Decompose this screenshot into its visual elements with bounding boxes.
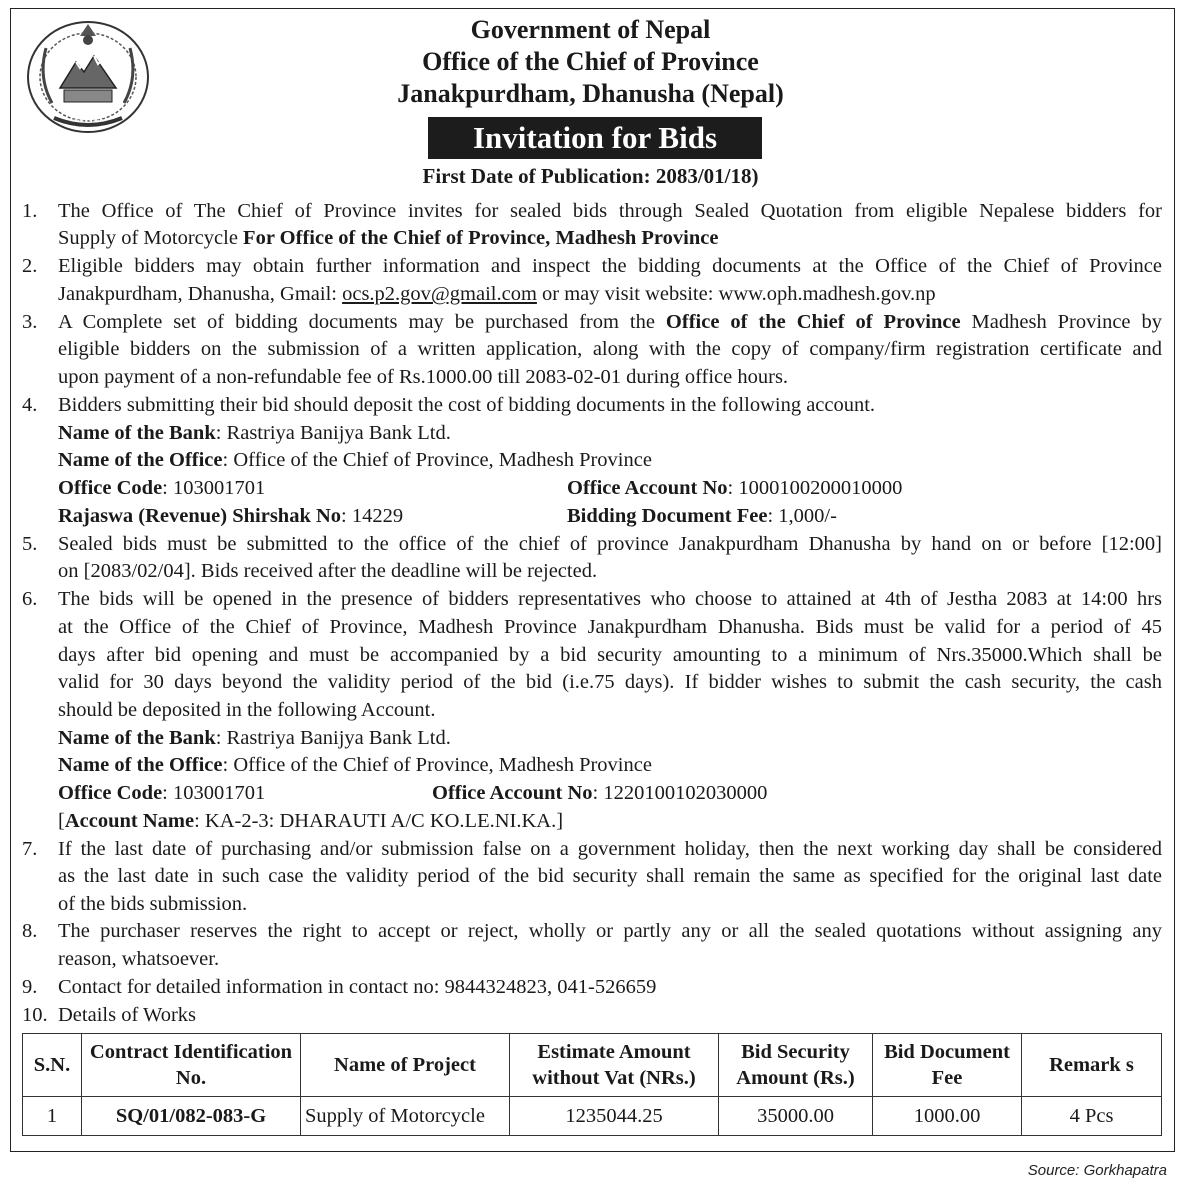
- item-number: 4.: [22, 394, 38, 416]
- list-item: The purchaser reserves the right to accept or reject, wholly or partly any or all the sealed quotations without assigning any: [58, 920, 1162, 942]
- table-cell: 1: [23, 1097, 82, 1136]
- list-item: eligible bidders on the submission of a written application, along with the copy of company/firm registration certificate and: [58, 338, 1162, 360]
- item-number: 6.: [22, 588, 38, 610]
- list-item: days after bid opening and must be accompanied by a bid security amounting to a minimum of Nrs.35000.Which shall be: [58, 644, 1162, 666]
- item-number: 3.: [22, 311, 38, 333]
- list-item: on [2083/02/04]. Bids received after the deadline will be rejected.: [58, 560, 598, 582]
- table-cell: Supply of Motorcycle: [301, 1097, 510, 1136]
- office-account-no: Office Account No: 1000100200010000: [567, 477, 903, 499]
- table-cell: 35000.00: [719, 1097, 873, 1136]
- office-code: Office Code: 103001701: [58, 782, 266, 804]
- column-header: Bid Security Amount (Rs.): [719, 1034, 873, 1097]
- table-header-row: [23, 1034, 1162, 1097]
- item-number: 7.: [22, 838, 38, 860]
- column-header: Estimate Amount without Vat (NRs.): [510, 1034, 719, 1097]
- invitation-banner: Invitation for Bids: [428, 117, 762, 159]
- list-item: Eligible bidders may obtain further information and inspect the bidding documents at the Office of the Chief of Province: [58, 255, 1162, 277]
- source-credit: Source: Gorkhapatra: [1027, 1162, 1167, 1179]
- item-number: 9.: [22, 976, 38, 998]
- account-name: [Account Name: KA-2-3: DHARAUTI A/C KO.LE.NI.KA.]: [58, 810, 564, 832]
- office-account-no: Office Account No: 1220100102030000: [432, 782, 768, 804]
- revenue-shirshak-no: Rajaswa (Revenue) Shirshak No: 14229: [58, 505, 404, 527]
- list-item: valid for 30 days beyond the validity period of the bid (i.e.75 days). If bidder wishes to submit the cash security, the cash: [58, 671, 1162, 693]
- list-item: Supply of Motorcycle For Office of the Chief of Province, Madhesh Province: [58, 227, 719, 249]
- item-number: 5.: [22, 533, 38, 555]
- list-item: A Complete set of bidding documents may be purchased from the Office of the Chief of Province Madhesh Province by: [58, 311, 1162, 333]
- government-title: Government of Nepal: [470, 15, 711, 44]
- table-cell: 1000.00: [873, 1097, 1022, 1136]
- list-item: Contact for detailed information in contact no: 9844324823, 041-526659: [58, 976, 657, 998]
- column-header: S.N.: [23, 1034, 82, 1097]
- item-number: 2.: [22, 255, 38, 277]
- email-link[interactable]: ocs.p2.gov@gmail.com: [342, 283, 537, 305]
- item-number: 8.: [22, 920, 38, 942]
- bank-name: Name of the Bank: Rastriya Banijya Bank Ltd.: [58, 422, 451, 444]
- bank-name: Name of the Bank: Rastriya Banijya Bank Ltd.: [58, 727, 451, 749]
- table-row: [23, 1097, 1162, 1136]
- bidding-document-fee: Bidding Document Fee: 1,000/-: [567, 505, 837, 527]
- list-item: The bids will be opened in the presence of bidders representatives who choose to attained at 4th of Jestha 2083 at 14:00 hrs: [58, 588, 1162, 610]
- list-item: upon payment of a non-refundable fee of Rs.1000.00 till 2083-02-01 during office hours.: [58, 366, 789, 388]
- list-item: Bidders submitting their bid should deposit the cost of bidding documents in the following account.: [58, 394, 876, 416]
- office-name: Name of the Office: Office of the Chief of Province, Madhesh Province: [58, 449, 652, 471]
- office-name: Name of the Office: Office of the Chief of Province, Madhesh Province: [58, 754, 652, 776]
- office-title: Office of the Chief of Province: [422, 47, 759, 76]
- list-item: Janakpurdham, Dhanusha, Gmail: ocs.p2.gov@gmail.com or may visit website: www.oph.madhesh.gov.np: [58, 283, 936, 305]
- list-item: reason, whatsoever.: [58, 948, 220, 970]
- table-cell: SQ/01/082-083-G: [82, 1097, 301, 1136]
- office-location: Janakpurdham, Dhanusha (Nepal): [397, 79, 784, 108]
- table-cell: 4 Pcs: [1022, 1097, 1162, 1136]
- table-cell: 1235044.25: [510, 1097, 719, 1136]
- office-code: Office Code: 103001701: [58, 477, 266, 499]
- list-item: as the last date in such case the validity period of the bid security shall remain the same as specified for the original last date: [58, 865, 1162, 887]
- item-number: 10.: [22, 1004, 48, 1026]
- list-item: Sealed bids must be submitted to the office of the chief of province Janakpurdham Dhanusha by hand on or before [12:00]: [58, 533, 1162, 555]
- list-item: Details of Works: [58, 1004, 197, 1026]
- works-table: [22, 1033, 1162, 1136]
- column-header: Bid Document Fee: [873, 1034, 1022, 1097]
- column-header: Remark s: [1022, 1034, 1162, 1097]
- publication-date: First Date of Publication: 2083/01/18): [422, 164, 759, 188]
- item-number: 1.: [22, 200, 38, 222]
- column-header: Name of Project: [301, 1034, 510, 1097]
- list-item: of the bids submission.: [58, 893, 248, 915]
- list-item: The Office of The Chief of Province invites for sealed bids through Sealed Quotation from eligible Nepalese bidders for: [58, 200, 1162, 222]
- list-item: should be deposited in the following Account.: [58, 699, 436, 721]
- list-item: at the Office of the Chief of Province, Madhesh Province Janakpurdham Dhanusha. Bids must be valid for a period of 45: [58, 616, 1162, 638]
- list-item: If the last date of purchasing and/or submission false on a government holiday, then the next working day shall be considered: [58, 838, 1162, 860]
- column-header: Contract Identification No.: [82, 1034, 301, 1097]
